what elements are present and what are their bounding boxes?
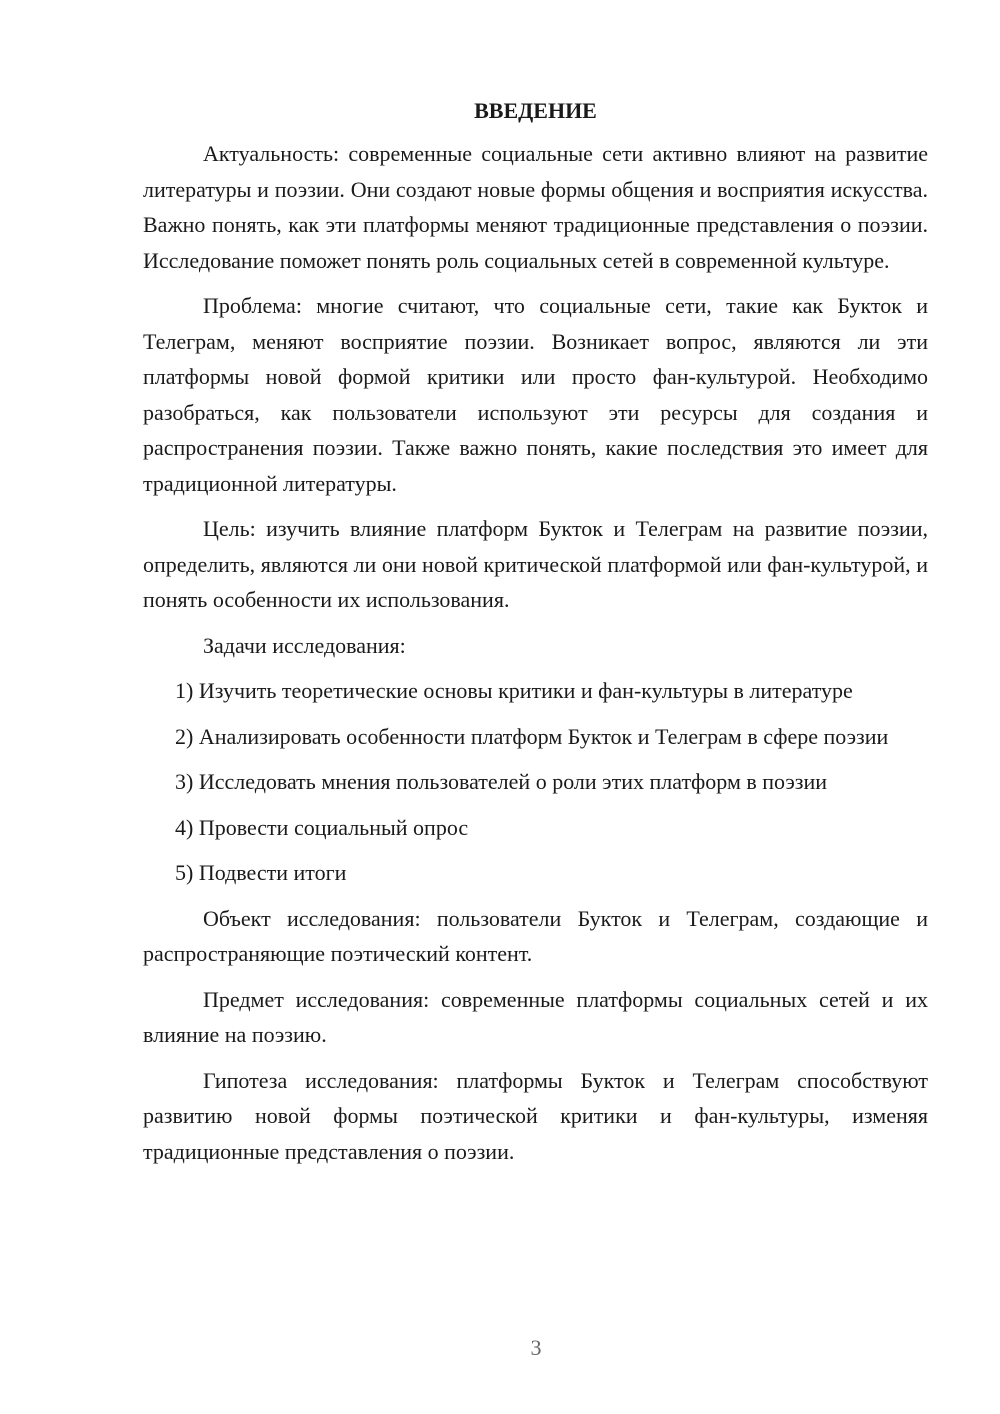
hypothesis-paragraph: Гипотеза исследования: платформы Букток и Телеграм способствуют развитию новой формы поэтической критики и фан-культуры, изменяя традиционные представления о поэзии. [143,1067,928,1164]
document-page [143,96,928,1179]
list-item: 3) Исследовать мнения пользователей о роли этих платформ в поэзии [175,769,828,794]
tasks-list [143,673,928,891]
page-title: ВВЕДЕНИЕ [474,98,597,123]
list-item: 2) Анализировать особенности платформ Букток и Телеграм в сфере поэзии [175,723,889,749]
object-paragraph: Объект исследования: пользователи Букток и Телеграм, создающие и распространяющие поэтический контент. [143,905,928,966]
list-item: 5) Подвести итоги [175,860,347,885]
list-item: 1) Изучить теоретические основы критики и фан-культуры в литературе [175,678,853,703]
tasks-intro: Задачи исследования: [203,632,406,658]
relevance-paragraph: Актуальность: современные социальные сети активно влияют на развитие литературы и поэзии. Они создают новые формы общения и восприятия искусства. Важно понять, как эти платформы меняют традиционные представления о поэзии. Исследование поможет понять роль социальных сетей в современной культуре. [143,141,928,273]
page-number: 3 [530,1335,542,1360]
list-item: 4) Провести социальный опрос [175,814,469,840]
subject-paragraph: Предмет исследования: современные платформы социальных сетей и их влияние на поэзию. [143,986,928,1047]
problem-paragraph: Проблема: многие считают, что социальные сети, такие как Букток и Телеграм, меняют восприятие поэзии. Возникает вопрос, являются ли эти платформы новой формой критики или просто фан-культурой. Необходимо разобраться, как пользователи используют эти ресурсы для создания и распространения поэзии. Также важно понять, какие последствия это имеет для традиционной литературы. [143,293,928,496]
goal-paragraph: Цель: изучить влияние платформ Букток и Телеграм на развитие поэзии, определить, являются ли они новой критической платформой или фан-культурой, и понять особенности их использования. [143,516,928,612]
